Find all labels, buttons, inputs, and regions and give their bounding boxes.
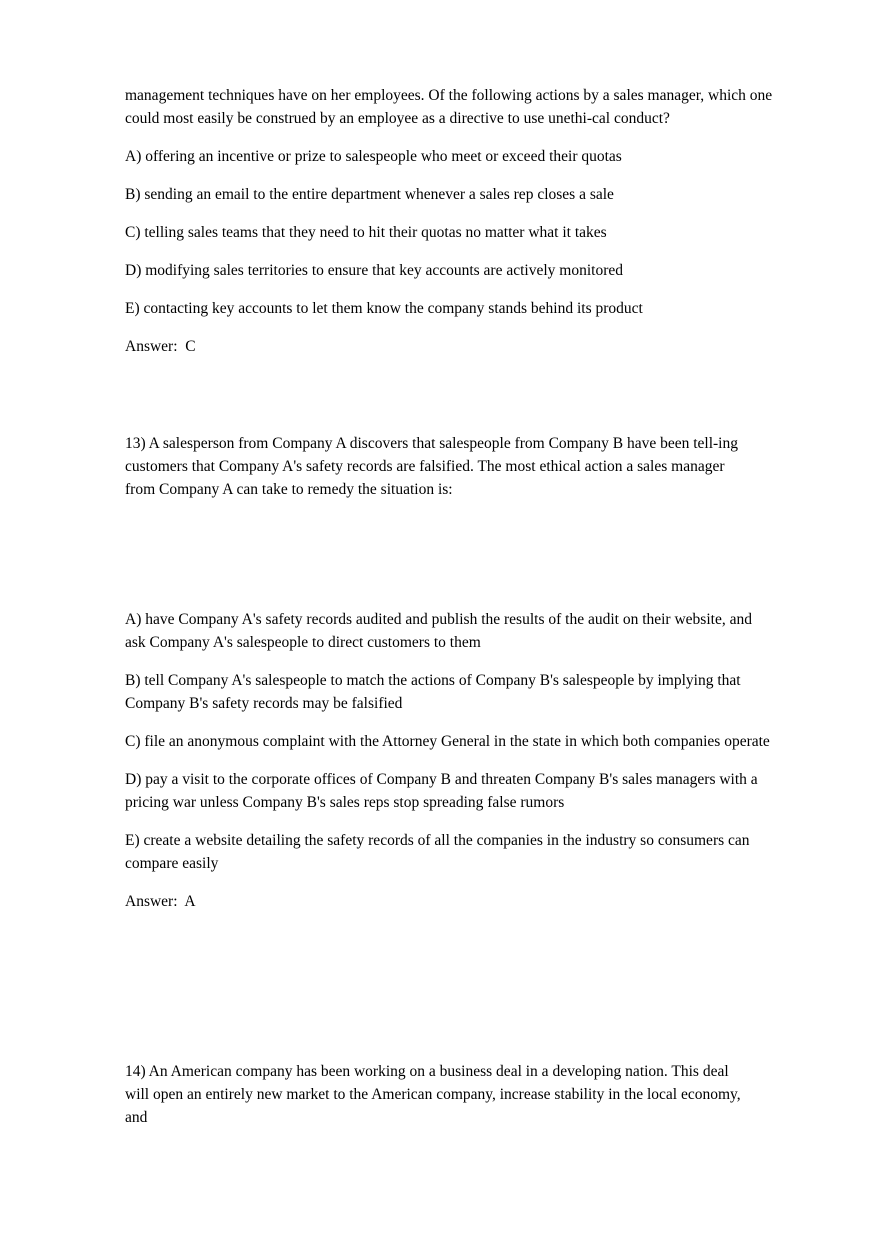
question13-option-e: E) create a website detailing the safety records of all the companies in the industry so consumers can compare easily [125, 832, 750, 872]
question12-option-d: D) modifying sales territories to ensure that key accounts are actively monitored [125, 262, 623, 279]
question13-option-b: B) tell Company A's salespeople to match the actions of Company B's salespeople by implying that Company B's safety records may be falsified [125, 672, 741, 712]
question12-option-e: E) contacting key accounts to let them know the company stands behind its product [125, 300, 643, 317]
question12-stem-continuation: management techniques have on her employees. Of the following actions by a sales manager, which one could most easily be construed by an employee as a directive to use unethi-cal conduct? [125, 87, 773, 127]
question13-option-c: C) file an anonymous complaint with the Attorney General in the state in which both companies operate [125, 733, 770, 750]
question12-option-a: A) offering an incentive or prize to salespeople who meet or exceed their quotas [125, 148, 622, 165]
question13-option-a: A) have Company A's safety records audited and publish the results of the audit on their website, and ask Company A's salespeople to direct customers to them [125, 611, 752, 651]
question12-option-b: B) sending an email to the entire department whenever a sales rep closes a sale [125, 186, 614, 203]
question12-answer-line: Answer: C [125, 338, 196, 355]
question12-option-c: C) telling sales teams that they need to hit their quotas no matter what it takes [125, 224, 607, 241]
question13-answer-line: Answer: A [125, 893, 196, 910]
question14-stem: 14) An American company has been working on a business deal in a developing nation. This deal will open an entirely new market to the American company, increase stability in the local economy, and [125, 1063, 741, 1126]
question13-option-d: D) pay a visit to the corporate offices of Company B and threaten Company B's sales managers with a pricing war unless Company B's sales reps stop spreading false rumors [125, 771, 758, 811]
question13-stem: 13) A salesperson from Company A discovers that salespeople from Company B have been tell-ing customers that Company A's safety records are falsified. The most ethical action a sales manager from Company A can take to remedy the situation is: [125, 435, 738, 498]
